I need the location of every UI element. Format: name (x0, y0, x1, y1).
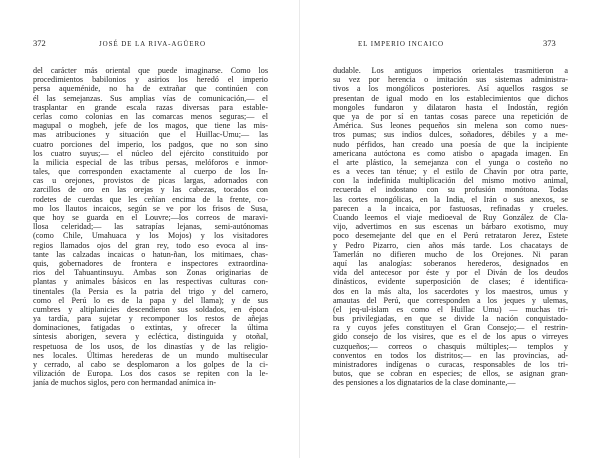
text-line: mongoles fundaron y dilataron hasta el Indostán, región (333, 102, 568, 112)
text-line: janía de muchos siglos, pero con hermandad anímica in- (33, 378, 216, 388)
text-line: rodetes de cuerdas que les ceñían encima de la frente, co- (33, 194, 268, 204)
text-line: bus privilegiadas, en que se divide la nación conquistado- (333, 314, 568, 324)
text-line: americana autóctona es como atisbo o apagada imagen. En (333, 148, 568, 158)
text-line: las cortes mongólicas, en la India, el Irán o sus anexos, se (333, 194, 568, 204)
text-line: con la indefinida multiplicación del mismo motivo animal, (333, 176, 568, 186)
text-line: butos, que se cobran en especies; de ellos, se asignan gran- (333, 369, 568, 379)
text-line: cuatro porciones del imperio, los padgos, que no son sino (33, 139, 268, 149)
text-line: que hoy se guarda en el Louvre;—los correos de maravi- (33, 213, 268, 222)
text-line: aquí las analogías: soberanos herederos, designados en (333, 258, 568, 268)
text-line: su vez por herencia o imitación sus sistemas administra- (333, 75, 568, 85)
page-number: 372 (33, 38, 46, 48)
text-line: vijo, advertimos en sus escenas un bárbaro exotismo, muy (333, 222, 568, 232)
text-line: llosa celeridad;— las satrapías lejanas, semi-autónomas (33, 222, 268, 232)
text-line: dominaciones, fatigadas o extintas, y ofrecer la última (33, 323, 268, 333)
text-line: persa aqueménide, no ha de extrañar que continúen con (33, 84, 268, 94)
text-line: del carácter más oriental que puede imaginarse. Como los (33, 66, 268, 75)
text-line: dinásticos, evidente superposición de clases; é identifica- (333, 277, 568, 287)
text-line: zarcillos de oro en las orejas y las cabezas, tocados con (33, 185, 268, 195)
text-line: respetuosa de los usos, de los dinastías y de las religio- (33, 341, 268, 351)
text-line: gido consejo de los visires, que es el de los apus o virreyes (333, 332, 568, 342)
text-line: Cuando leemos el viaje medioeval de Ruy González de Cla- (333, 213, 568, 222)
text-line: dos en la más alta, los sacerdotes y los maestros, umus y (333, 286, 568, 296)
text-line: ra y cuyos jefes constituyen el Gran Consejo;— el restrin- (333, 323, 568, 333)
text-line: rios del Tahuantinsuyu. Ambas son Zonas originarias de (33, 268, 268, 278)
text-line: trasplantar en grande escala razas diversas para estable- (33, 102, 268, 112)
body-text (333, 66, 568, 388)
text-line: recuerda el indostano con su profusión monótona. Todas (333, 185, 568, 195)
text-line: plantas y animales básicos en las respectivas culturas con- (33, 277, 268, 287)
text-line: mo los llautos incaicos, según se ve por los frisos de Susa, (33, 203, 268, 213)
text-line: (el jeq-ul-islam es como el Huillac Umu) — muchas tri- (333, 304, 568, 314)
text-line: tros pumas; sus indios dulces, soñadores, débiles y a me- (333, 130, 568, 140)
text-line: (como Chile, Umahuaca y los Mojos) y los visitadores (33, 231, 268, 241)
text-line: nudo pérfidos, han creado una poesía de que la incipiente (333, 139, 568, 149)
text-line: es a veces tan ténue; y el estilo de Chavín por otra parte, (333, 167, 568, 177)
text-line: amautas del Perú, que corresponden a los jeques y ulemas, (333, 295, 568, 305)
text-line: cerlas como colonias en las comarcas menos seguras;— el (33, 111, 268, 121)
text-line: presentan de igual modo en los establecimientos que dichos (333, 93, 568, 103)
text-line: quis, gobernadores de frontera e inspectores extraordina- (33, 258, 268, 268)
text-line: cas u orejones, provistos de picas largas, adornados con (33, 176, 268, 186)
text-line: los cuatro suyus;— el núcleo del ejército constituido por (33, 148, 268, 158)
text-line: magupal o mogbeh, jefe de los magos, que tiene las mis- (33, 121, 268, 131)
text-line: nes locales. Últimas herederas de un mundo multisecular (33, 350, 268, 360)
text-line: cumbres y altiplanicies descendieron sus soldados, en época (33, 304, 268, 314)
text-line: des pensiones a los dignatarios de la clase dominante,— (333, 378, 516, 388)
text-line: tivos a los mongólicos posteriores. Así aquellos rasgos se (333, 84, 568, 94)
running-head: JOSÉ DE LA RIVA-AGÜERO (99, 40, 206, 48)
right-page (300, 0, 600, 458)
text-line: regios llamados ojos del gran rey, todo eso evoca al ins- (33, 240, 268, 250)
text-line: tales, que corresponden exactamente al cuerpo de los In- (33, 167, 268, 177)
text-line: ministradores indígenas o curacas, responsables de los tri- (333, 360, 568, 369)
text-line: poco desemejante del que en el Perú retrataron Jerez, Estete (333, 231, 568, 241)
text-line: Tamerlán no difieren mucho de los Orejones. Ni paran (333, 249, 568, 259)
text-line: ya tardía, para sujetar y recomponer los restos de añejas (33, 314, 268, 324)
text-line: conventos en todos los distritos;— en las provincias, ad- (333, 350, 568, 360)
text-line: tante las calzadas incaicas o hatun-ñan, los mitimaes, chas- (33, 249, 268, 259)
text-line: América. Sus leones pequeños sin melena son como nues- (333, 121, 568, 131)
page-number: 373 (543, 38, 556, 48)
text-line: él las semejanzas. Sus amplias vías de comunicación,— el (33, 93, 268, 103)
text-line: síntesis aborigen, severa y ecléctica, distinguida y otoñal, (33, 332, 268, 342)
text-line: y Pedro Pizarro, cien años más tarde. Los chacatays de (333, 240, 568, 250)
text-line: tinentales (la Persia es la patria del trigo y del carnero, (33, 286, 268, 296)
text-line: dudable. Los antiguos imperios orientales trasmitieron a (333, 66, 568, 75)
text-line: el arte plástico, la semejanza con el yunga o costeño no (333, 157, 568, 167)
text-line: como el Perú lo es de la papa y del llama); y de sus (33, 295, 268, 305)
text-line: y cerrado, al cabo se desplomaron a los golpes de la ci- (33, 360, 268, 369)
text-line: procedimientos babilonios y asirios los heredó el imperio (33, 75, 268, 85)
text-line: mas atribuciones y situación que el Huillac-Umu;— las (33, 130, 268, 140)
text-line: la milicia especial de las tribus persas, melóforos e inmor- (33, 157, 268, 167)
text-line: parecen a la incaica, por fastuosas, refinadas y crueles. (333, 203, 568, 213)
text-line: cuzqueños;— correos o chasquis múltiples;— templos y (333, 341, 568, 351)
text-line: vida del antecesor por éste y por el Diván de los deudos (333, 268, 568, 278)
text-line: que ya de por sí en tantas cosas parece una repetición de (333, 111, 568, 121)
running-head: EL IMPERIO INCAICO (358, 40, 444, 48)
text-line: vilización de Europa. Los dos casos se repiten con la le- (33, 369, 268, 379)
body-text (33, 66, 268, 388)
